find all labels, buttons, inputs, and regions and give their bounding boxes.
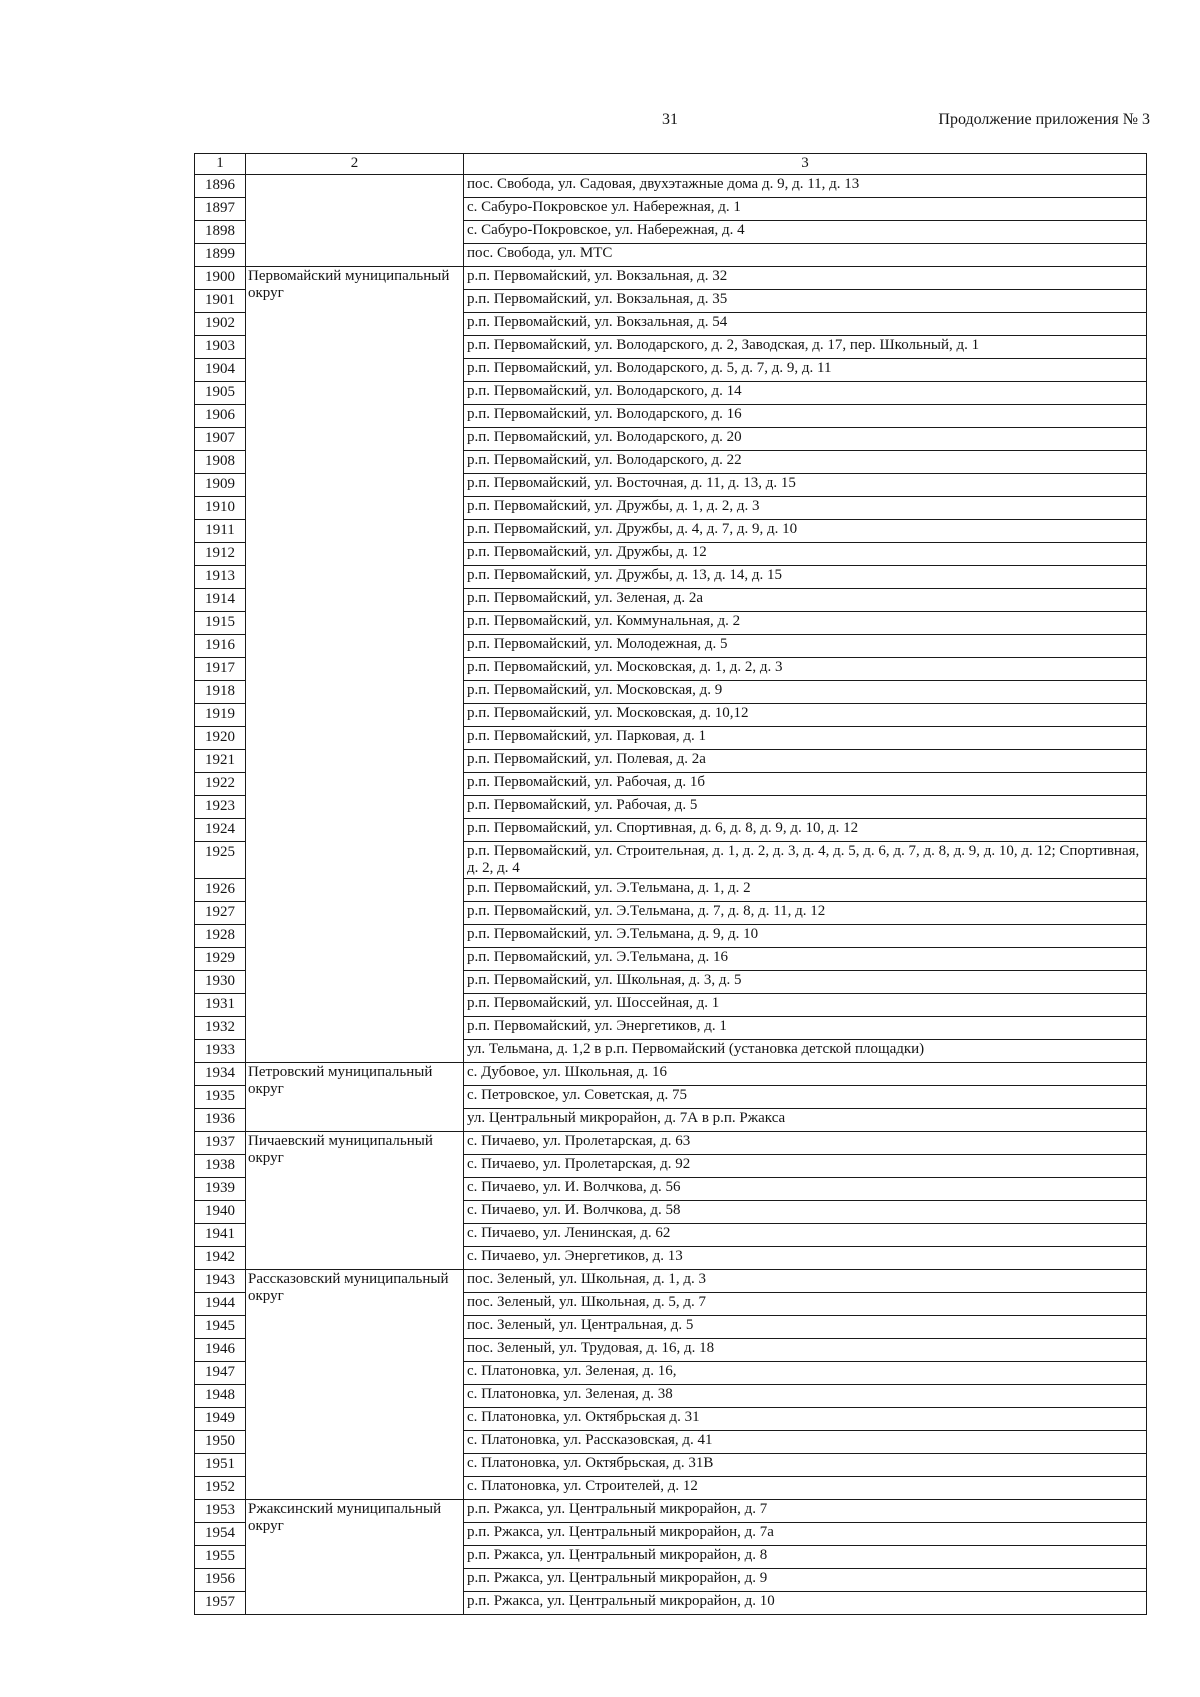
address-cell: с. Пичаево, ул. Энергетиков, д. 13 bbox=[464, 1247, 1147, 1270]
row-number-cell: 1900 bbox=[195, 267, 246, 290]
row-number-cell: 1903 bbox=[195, 336, 246, 359]
row-number-cell: 1956 bbox=[195, 1569, 246, 1592]
row-number-cell: 1910 bbox=[195, 497, 246, 520]
row-number-cell: 1938 bbox=[195, 1155, 246, 1178]
row-number-cell: 1909 bbox=[195, 474, 246, 497]
row-number-cell: 1947 bbox=[195, 1362, 246, 1385]
address-cell: р.п. Первомайский, ул. Дружбы, д. 13, д. 14, д. 15 bbox=[464, 566, 1147, 589]
column-header-district: 2 bbox=[246, 154, 464, 175]
row-number-cell: 1896 bbox=[195, 175, 246, 198]
row-number-cell: 1940 bbox=[195, 1201, 246, 1224]
row-number-cell: 1902 bbox=[195, 313, 246, 336]
address-cell: р.п. Первомайский, ул. Э.Тельмана, д. 16 bbox=[464, 948, 1147, 971]
district-cell: Рассказовский муниципальный округ bbox=[246, 1270, 464, 1500]
address-cell: с. Платоновка, ул. Октябрьская, д. 31В bbox=[464, 1454, 1147, 1477]
row-number-cell: 1952 bbox=[195, 1477, 246, 1500]
row-number-cell: 1955 bbox=[195, 1546, 246, 1569]
address-cell: р.п. Первомайский, ул. Вокзальная, д. 35 bbox=[464, 290, 1147, 313]
row-number-cell: 1957 bbox=[195, 1592, 246, 1615]
address-cell: р.п. Первомайский, ул. Энергетиков, д. 1 bbox=[464, 1017, 1147, 1040]
address-cell: ул. Центральный микрорайон, д. 7А в р.п. Ржакса bbox=[464, 1109, 1147, 1132]
table-row bbox=[195, 267, 1147, 290]
address-cell: пос. Свобода, ул. МТС bbox=[464, 244, 1147, 267]
table-row bbox=[195, 1132, 1147, 1155]
column-header-address: 3 bbox=[464, 154, 1147, 175]
address-cell: р.п. Ржакса, ул. Центральный микрорайон, д. 7а bbox=[464, 1523, 1147, 1546]
row-number-cell: 1936 bbox=[195, 1109, 246, 1132]
address-cell: с. Платоновка, ул. Строителей, д. 12 bbox=[464, 1477, 1147, 1500]
address-cell: р.п. Первомайский, ул. Строительная, д. 1, д. 2, д. 3, д. 4, д. 5, д. 6, д. 7, д. 8, д. 9, д. 10, д. 12; Спортивная, д. 2, д. 4 bbox=[464, 842, 1147, 879]
table-body bbox=[195, 175, 1147, 1615]
address-cell: пос. Зеленый, ул. Школьная, д. 5, д. 7 bbox=[464, 1293, 1147, 1316]
address-cell: р.п. Первомайский, ул. Э.Тельмана, д. 7, д. 8, д. 11, д. 12 bbox=[464, 902, 1147, 925]
row-number-cell: 1929 bbox=[195, 948, 246, 971]
address-cell: р.п. Первомайский, ул. Молодежная, д. 5 bbox=[464, 635, 1147, 658]
address-cell: с. Петровское, ул. Советская, д. 75 bbox=[464, 1086, 1147, 1109]
row-number-cell: 1949 bbox=[195, 1408, 246, 1431]
address-cell: пос. Зеленый, ул. Школьная, д. 1, д. 3 bbox=[464, 1270, 1147, 1293]
row-number-cell: 1922 bbox=[195, 773, 246, 796]
row-number-cell: 1945 bbox=[195, 1316, 246, 1339]
row-number-cell: 1948 bbox=[195, 1385, 246, 1408]
district-cell: Ржаксинский муниципальный округ bbox=[246, 1500, 464, 1615]
row-number-cell: 1954 bbox=[195, 1523, 246, 1546]
row-number-cell: 1950 bbox=[195, 1431, 246, 1454]
row-number-cell: 1934 bbox=[195, 1063, 246, 1086]
address-cell: с. Платоновка, ул. Зеленая, д. 16, bbox=[464, 1362, 1147, 1385]
address-cell: р.п. Первомайский, ул. Московская, д. 10,12 bbox=[464, 704, 1147, 727]
table-row bbox=[195, 175, 1147, 198]
table-header-row bbox=[195, 154, 1147, 175]
address-cell: р.п. Ржакса, ул. Центральный микрорайон, д. 8 bbox=[464, 1546, 1147, 1569]
row-number-cell: 1921 bbox=[195, 750, 246, 773]
row-number-cell: 1939 bbox=[195, 1178, 246, 1201]
row-number-cell: 1944 bbox=[195, 1293, 246, 1316]
row-number-cell: 1911 bbox=[195, 520, 246, 543]
row-number-cell: 1917 bbox=[195, 658, 246, 681]
address-cell: с. Пичаево, ул. Пролетарская, д. 63 bbox=[464, 1132, 1147, 1155]
address-cell: р.п. Первомайский, ул. Шоссейная, д. 1 bbox=[464, 994, 1147, 1017]
address-cell: с. Пичаево, ул. Ленинская, д. 62 bbox=[464, 1224, 1147, 1247]
table-row bbox=[195, 1270, 1147, 1293]
address-cell: пос. Зеленый, ул. Трудовая, д. 16, д. 18 bbox=[464, 1339, 1147, 1362]
address-cell: р.п. Ржакса, ул. Центральный микрорайон, д. 9 bbox=[464, 1569, 1147, 1592]
address-cell: р.п. Первомайский, ул. Рабочая, д. 5 bbox=[464, 796, 1147, 819]
address-cell: р.п. Первомайский, ул. Володарского, д. 20 bbox=[464, 428, 1147, 451]
row-number-cell: 1916 bbox=[195, 635, 246, 658]
district-cell: Первомайский муниципальный округ bbox=[246, 267, 464, 1063]
row-number-cell: 1928 bbox=[195, 925, 246, 948]
row-number-cell: 1942 bbox=[195, 1247, 246, 1270]
address-cell: р.п. Первомайский, ул. Володарского, д. 16 bbox=[464, 405, 1147, 428]
address-cell: пос. Свобода, ул. Садовая, двухэтажные дома д. 9, д. 11, д. 13 bbox=[464, 175, 1147, 198]
address-cell: с. Дубовое, ул. Школьная, д. 16 bbox=[464, 1063, 1147, 1086]
district-cell: Пичаевский муниципальный округ bbox=[246, 1132, 464, 1270]
address-cell: р.п. Первомайский, ул. Московская, д. 1, д. 2, д. 3 bbox=[464, 658, 1147, 681]
address-cell: р.п. Ржакса, ул. Центральный микрорайон, д. 7 bbox=[464, 1500, 1147, 1523]
table-row bbox=[195, 1500, 1147, 1523]
table-row bbox=[195, 1063, 1147, 1086]
address-cell: р.п. Первомайский, ул. Вокзальная, д. 32 bbox=[464, 267, 1147, 290]
address-cell: р.п. Первомайский, ул. Володарского, д. 5, д. 7, д. 9, д. 11 bbox=[464, 359, 1147, 382]
address-cell: р.п. Первомайский, ул. Восточная, д. 11, д. 13, д. 15 bbox=[464, 474, 1147, 497]
address-cell: р.п. Первомайский, ул. Володарского, д. 22 bbox=[464, 451, 1147, 474]
row-number-cell: 1913 bbox=[195, 566, 246, 589]
address-cell: с. Платоновка, ул. Рассказовская, д. 41 bbox=[464, 1431, 1147, 1454]
row-number-cell: 1930 bbox=[195, 971, 246, 994]
row-number-cell: 1919 bbox=[195, 704, 246, 727]
address-cell: с. Сабуро-Покровское, ул. Набережная, д. 4 bbox=[464, 221, 1147, 244]
row-number-cell: 1914 bbox=[195, 589, 246, 612]
row-number-cell: 1898 bbox=[195, 221, 246, 244]
row-number-cell: 1946 bbox=[195, 1339, 246, 1362]
row-number-cell: 1899 bbox=[195, 244, 246, 267]
row-number-cell: 1924 bbox=[195, 819, 246, 842]
address-cell: р.п. Первомайский, ул. Володарского, д. 14 bbox=[464, 382, 1147, 405]
address-cell: р.п. Первомайский, ул. Школьная, д. 3, д. 5 bbox=[464, 971, 1147, 994]
address-cell: р.п. Первомайский, ул. Володарского, д. 2, Заводская, д. 17, пер. Школьный, д. 1 bbox=[464, 336, 1147, 359]
column-header-number: 1 bbox=[195, 154, 246, 175]
address-cell: р.п. Первомайский, ул. Полевая, д. 2а bbox=[464, 750, 1147, 773]
row-number-cell: 1933 bbox=[195, 1040, 246, 1063]
address-cell: р.п. Первомайский, ул. Э.Тельмана, д. 9, д. 10 bbox=[464, 925, 1147, 948]
row-number-cell: 1897 bbox=[195, 198, 246, 221]
address-cell: ул. Тельмана, д. 1,2 в р.п. Первомайский (установка детской площадки) bbox=[464, 1040, 1147, 1063]
row-number-cell: 1953 bbox=[195, 1500, 246, 1523]
row-number-cell: 1931 bbox=[195, 994, 246, 1017]
row-number-cell: 1907 bbox=[195, 428, 246, 451]
row-number-cell: 1920 bbox=[195, 727, 246, 750]
address-cell: р.п. Первомайский, ул. Дружбы, д. 12 bbox=[464, 543, 1147, 566]
address-cell: р.п. Первомайский, ул. Парковая, д. 1 bbox=[464, 727, 1147, 750]
row-number-cell: 1904 bbox=[195, 359, 246, 382]
row-number-cell: 1943 bbox=[195, 1270, 246, 1293]
address-cell: с. Платоновка, ул. Зеленая, д. 38 bbox=[464, 1385, 1147, 1408]
row-number-cell: 1906 bbox=[195, 405, 246, 428]
row-number-cell: 1951 bbox=[195, 1454, 246, 1477]
row-number-cell: 1932 bbox=[195, 1017, 246, 1040]
row-number-cell: 1926 bbox=[195, 879, 246, 902]
row-number-cell: 1901 bbox=[195, 290, 246, 313]
address-cell: р.п. Первомайский, ул. Зеленая, д. 2а bbox=[464, 589, 1147, 612]
row-number-cell: 1918 bbox=[195, 681, 246, 704]
address-cell: р.п. Первомайский, ул. Коммунальная, д. 2 bbox=[464, 612, 1147, 635]
address-cell: пос. Зеленый, ул. Центральная, д. 5 bbox=[464, 1316, 1147, 1339]
address-cell: р.п. Первомайский, ул. Вокзальная, д. 54 bbox=[464, 313, 1147, 336]
address-cell: р.п. Ржакса, ул. Центральный микрорайон, д. 10 bbox=[464, 1592, 1147, 1615]
address-cell: р.п. Первомайский, ул. Московская, д. 9 bbox=[464, 681, 1147, 704]
continuation-label: Продолжение приложения № 3 bbox=[938, 111, 1150, 128]
row-number-cell: 1905 bbox=[195, 382, 246, 405]
row-number-cell: 1941 bbox=[195, 1224, 246, 1247]
row-number-cell: 1925 bbox=[195, 842, 246, 879]
address-cell: р.п. Первомайский, ул. Дружбы, д. 4, д. 7, д. 9, д. 10 bbox=[464, 520, 1147, 543]
address-cell: р.п. Первомайский, ул. Спортивная, д. 6, д. 8, д. 9, д. 10, д. 12 bbox=[464, 819, 1147, 842]
address-cell: с. Пичаево, ул. И. Волчкова, д. 56 bbox=[464, 1178, 1147, 1201]
address-cell: с. Пичаево, ул. И. Волчкова, д. 58 bbox=[464, 1201, 1147, 1224]
row-number-cell: 1915 bbox=[195, 612, 246, 635]
district-cell: Петровский муниципальный округ bbox=[246, 1063, 464, 1132]
row-number-cell: 1937 bbox=[195, 1132, 246, 1155]
address-cell: с. Сабуро-Покровское ул. Набережная, д. 1 bbox=[464, 198, 1147, 221]
row-number-cell: 1908 bbox=[195, 451, 246, 474]
address-cell: р.п. Первомайский, ул. Э.Тельмана, д. 1, д. 2 bbox=[464, 879, 1147, 902]
addresses-table bbox=[194, 153, 1147, 1615]
row-number-cell: 1935 bbox=[195, 1086, 246, 1109]
address-cell: с. Платоновка, ул. Октябрьская д. 31 bbox=[464, 1408, 1147, 1431]
row-number-cell: 1912 bbox=[195, 543, 246, 566]
row-number-cell: 1927 bbox=[195, 902, 246, 925]
address-cell: р.п. Первомайский, ул. Рабочая, д. 1б bbox=[464, 773, 1147, 796]
address-cell: р.п. Первомайский, ул. Дружбы, д. 1, д. 2, д. 3 bbox=[464, 497, 1147, 520]
address-cell: с. Пичаево, ул. Пролетарская, д. 92 bbox=[464, 1155, 1147, 1178]
page-number: 31 bbox=[662, 111, 678, 128]
row-number-cell: 1923 bbox=[195, 796, 246, 819]
district-cell bbox=[246, 175, 464, 267]
